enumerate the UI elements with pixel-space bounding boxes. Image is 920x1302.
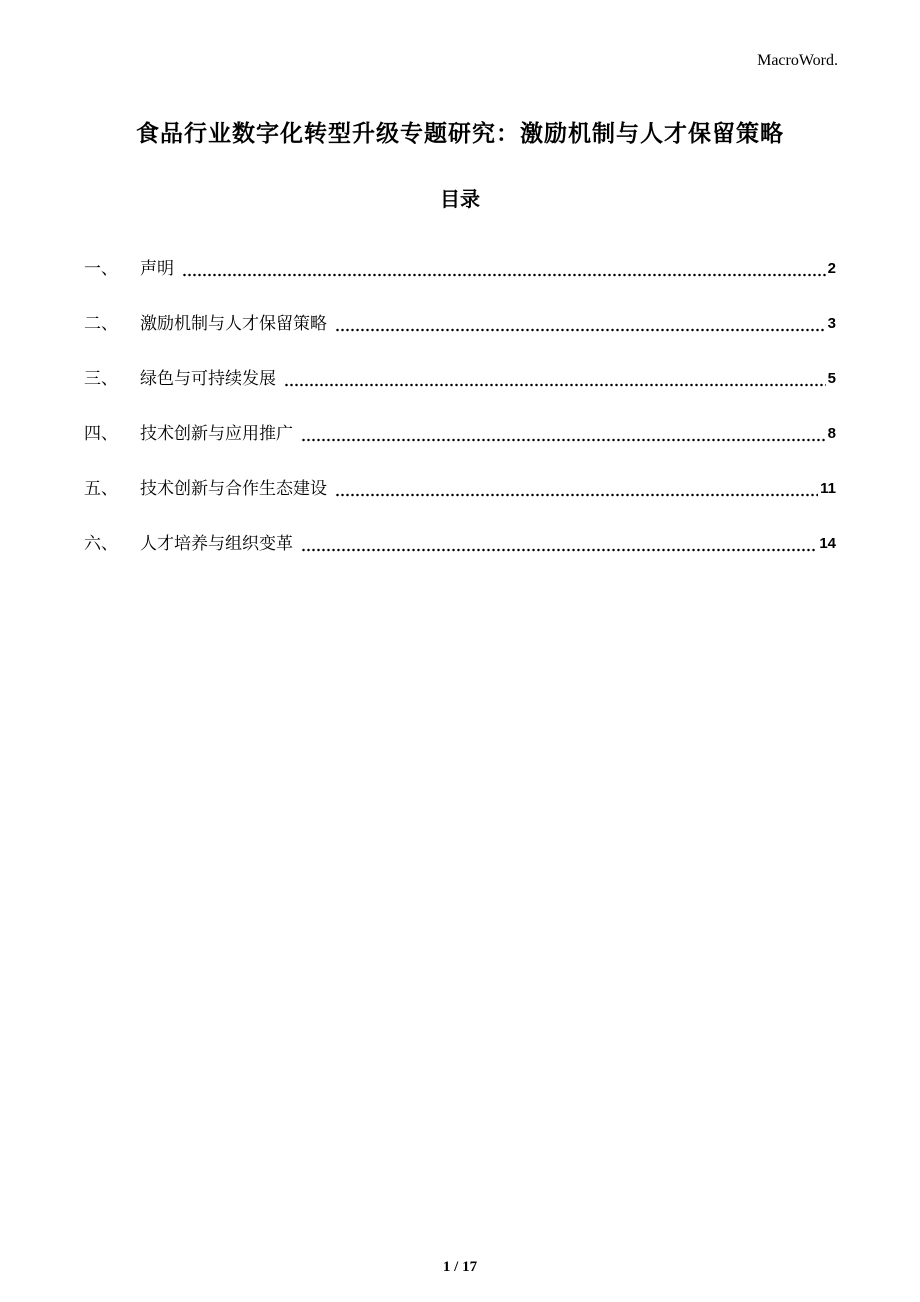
toc-entry-page: 8: [827, 425, 836, 442]
toc-entry[interactable]: [84, 513, 836, 568]
toc-leader-dots: [284, 383, 826, 387]
toc-entry-number: 五、: [84, 479, 118, 498]
toc-entry-number: 一、: [84, 259, 118, 278]
toc-entry-label: 声明: [140, 259, 174, 278]
toc-entry-number: 三、: [84, 369, 118, 388]
toc-entry-page: 5: [827, 370, 836, 387]
toc-entry-page: 2: [827, 260, 836, 277]
brand-watermark: MacroWord.: [757, 52, 838, 69]
toc-leader-dots: [335, 493, 818, 497]
toc-entry[interactable]: [84, 403, 836, 458]
toc-leader-dots: [182, 273, 826, 277]
toc-entry-number: 六、: [84, 534, 118, 553]
toc-entry[interactable]: [84, 458, 836, 513]
page-number-indicator: 1 / 17: [442, 1259, 478, 1275]
toc-entry-number: 二、: [84, 314, 118, 333]
toc-leader-dots: [301, 438, 826, 442]
toc-leader-dots: [335, 328, 826, 332]
toc-entry-page: 14: [819, 535, 836, 552]
toc-entry[interactable]: [84, 238, 836, 293]
toc-heading: 目录: [440, 189, 480, 211]
toc-entry[interactable]: [84, 293, 836, 348]
toc-entry-label: 技术创新与应用推广: [140, 424, 293, 443]
toc-entry-label: 绿色与可持续发展: [140, 369, 276, 388]
toc-entry-page: 11: [820, 480, 836, 497]
toc-entry-label: 人才培养与组织变革: [140, 534, 293, 553]
toc-list: [0, 238, 920, 568]
toc-entry-number: 四、: [84, 424, 118, 443]
toc-entry[interactable]: [84, 348, 836, 403]
toc-entry-page: 3: [827, 315, 836, 332]
document-title: 食品行业数字化转型升级专题研究：激励机制与人才保留策略: [136, 120, 784, 146]
toc-leader-dots: [301, 548, 817, 552]
toc-entry-label: 技术创新与合作生态建设: [140, 479, 327, 498]
toc-entry-label: 激励机制与人才保留策略: [140, 314, 327, 333]
